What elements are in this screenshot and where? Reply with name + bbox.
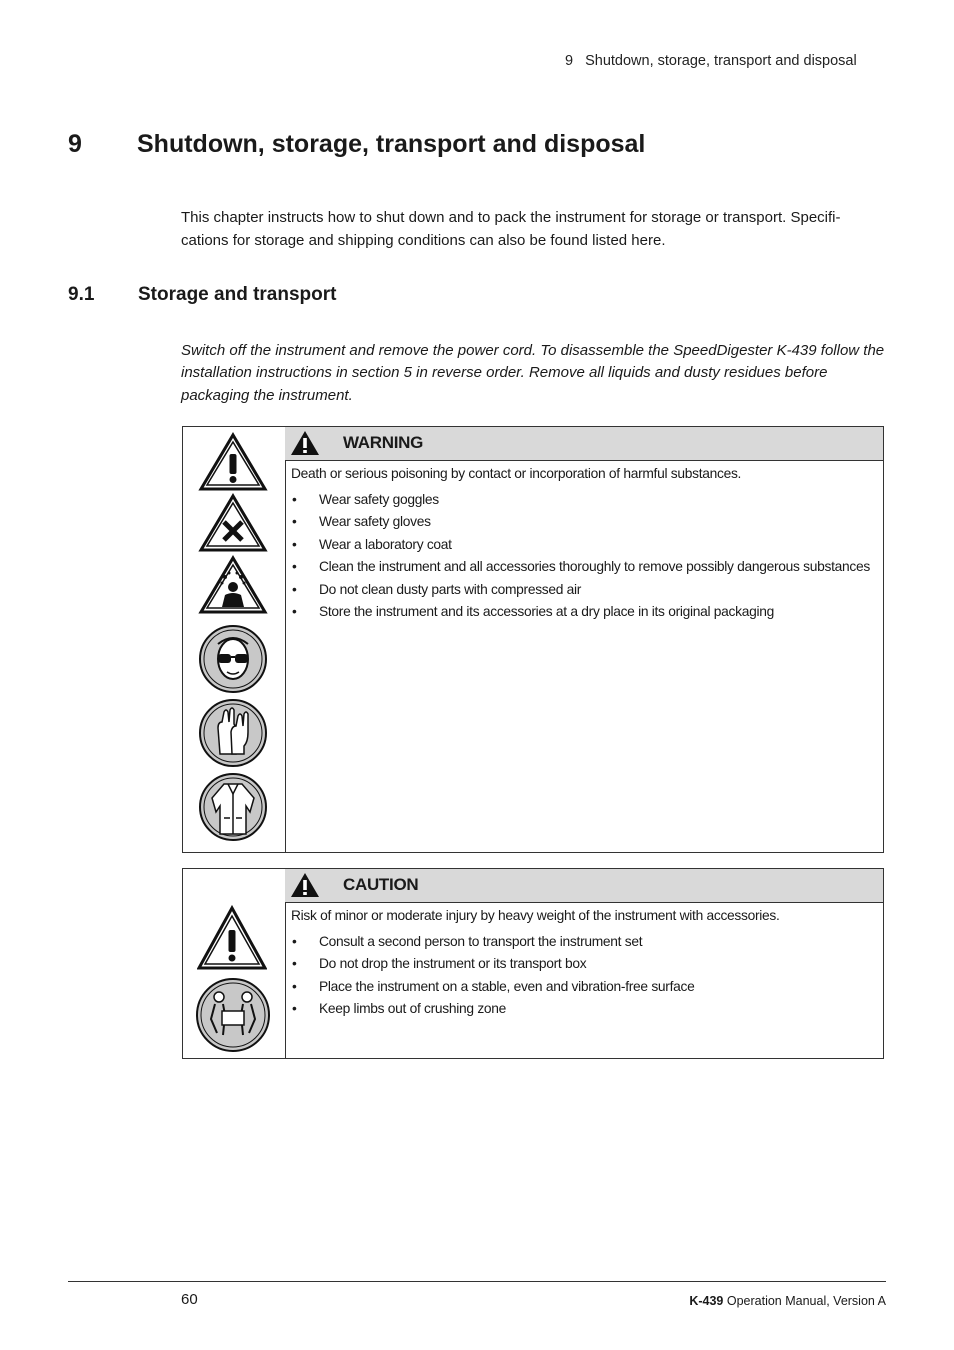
general-warning-icon [198,432,268,492]
running-header-number: 9 [565,53,574,69]
caution-content [285,869,883,1058]
caution-list [285,931,883,1021]
intro-paragraph: This chapter instructs how to shut down and to pack the instrument for storage or transport. Specifi- cations for storage and shipping conditions can also be found listed here. [181,209,841,249]
warning-header [285,427,883,461]
warning-triangle-icon [290,872,320,898]
two-person-lift-icon [195,977,271,1053]
caution-box [182,868,884,1059]
list-item: • Do not drop the instrument or its transport box [285,953,883,975]
list-item: • Wear safety goggles [285,489,883,511]
harmful-substance-icon [198,493,268,553]
caution-header [285,869,883,903]
warning-box [182,426,884,853]
footer-rule [68,1281,886,1282]
running-header [565,53,885,69]
caution-description: Risk of minor or moderate injury by heavy weight of the instrument with accessories. [291,908,780,923]
section-number: 9.1 [68,284,95,305]
caution-icon-column [183,869,286,1058]
list-item: • Clean the instrument and all accessories thoroughly to remove possibly dangerous substances [285,556,883,578]
chapter-heading [68,130,645,159]
footer-product: K-439 [689,1294,724,1308]
list-item: • Wear safety gloves [285,511,883,533]
warning-label: WARNING [343,433,424,452]
list-item: • Store the instrument and its accessories at a dry place in its original packaging [285,601,883,623]
warning-icon-column [183,427,286,852]
running-header-text: Shutdown, storage, transport and disposal [585,53,857,69]
safety-goggles-icon [198,624,268,694]
list-item: • Wear a laboratory coat [285,534,883,556]
toxic-fumes-icon [198,555,268,615]
chapter-number: 9 [68,130,82,158]
list-item: • Keep limbs out of crushing zone [285,998,883,1020]
warning-content [285,427,883,852]
warning-description: Death or serious poisoning by contact or incorporation of harmful substances. [291,466,742,481]
chapter-title: Shutdown, storage, transport and disposal [137,130,646,158]
warning-list [285,489,883,623]
lab-coat-icon [198,772,268,842]
footer-manual: Operation Manual, Version A [723,1294,886,1308]
footer-title [689,1294,886,1308]
caution-label: CAUTION [343,875,419,894]
warning-triangle-icon [290,430,320,456]
instruction-paragraph: Switch off the instrument and remove the power cord. To disassemble the SpeedDigester K-439 follow the installation instructions in section 5 in reverse order. Remove all liquids and dusty residues before packaging the instrument. [181,342,885,404]
section-title: Storage and transport [138,284,337,305]
page-number: 60 [181,1291,198,1308]
list-item: • Do not clean dusty parts with compressed air [285,579,883,601]
safety-gloves-icon [198,698,268,768]
general-warning-icon [197,905,267,971]
list-item: • Consult a second person to transport the instrument set [285,931,883,953]
section-heading [68,284,336,306]
list-item: • Place the instrument on a stable, even and vibration-free surface [285,976,883,998]
